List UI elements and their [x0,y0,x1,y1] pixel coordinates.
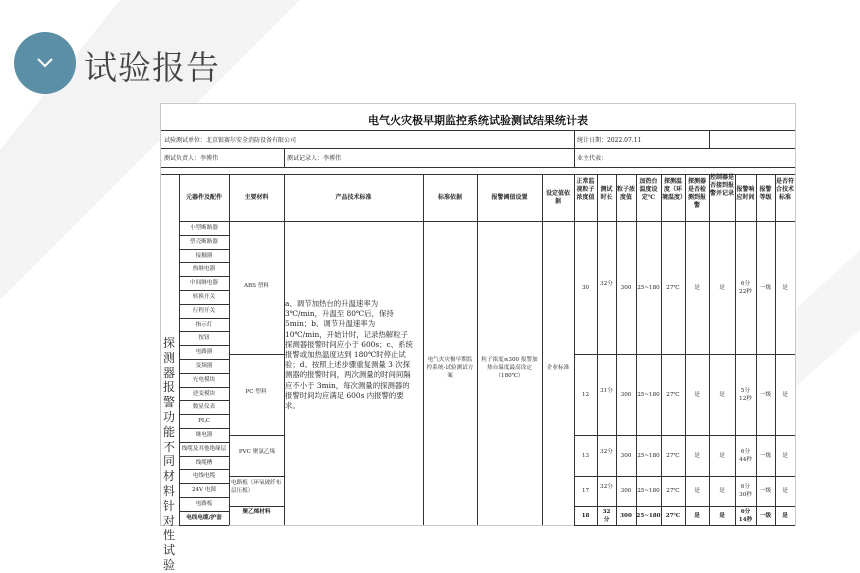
result-cell-temp: 27℃ [666,488,680,494]
component-cell: 塑壳断路器 [190,238,218,245]
header-set-value: 设定值依据 [545,190,570,205]
result-cell-det: 是 [694,391,700,398]
component-cell: 线缆槽 [195,459,213,466]
result-cell-particle: 300 [620,391,632,398]
set-value-text: 企业标准 [546,365,570,371]
header-threshold: 报警阈值设置 [491,194,528,201]
standard-text: a、调节加热台的升温速率为 3℃/min，升温至 80℃后，保持 5min；b、调节升温速率为 10℃/min，开始计时，记录热解粒子探测器报警时间应小于 600s；c、系统报警或加热温度达到 180℃时停止试验；d、按照上述步骤重复测量 3 次探测器的报警时间，两次测量的时间间隔应不小于 3min，每次测量的探测器的报警时间均应满足 600s 内报警的要求。 [285,299,413,411]
result-cell-ctrl: 是 [719,452,725,459]
header-detect-temp: 探测温度（环境温度） [662,178,687,201]
material-abs: ABS 塑料 [244,283,269,289]
side-label: 探测器报警功能不同材料针对性试验 [163,336,176,572]
header-compliance: 是否符合技术标准 [776,178,795,201]
component-cell: 变频器 [195,363,213,369]
component-cell: 行程开关 [192,307,216,314]
component-cell: 热继电器 [192,266,216,273]
result-cell-level: 一级 [759,284,772,291]
report-document [160,103,796,572]
chevron-down-icon [35,57,55,69]
result-cell-temp: 27℃ [666,391,680,398]
header-test-time: 测试时长 [600,186,613,201]
section-badge [14,32,76,94]
result-cell-temp: 27℃ [665,512,681,519]
header-particle-conc: 粒子浓度值 [617,186,636,201]
enterprise-representative: 业主代表： [577,155,608,162]
component-cell: 继电器 [195,432,213,438]
component-cell: 按钮 [198,335,210,342]
header-control-alarm: 控制器是否接到报警并记录 [710,174,735,197]
result-cell-time: 32分 [600,280,613,287]
component-cell: 小型断路器 [190,225,218,231]
component-cell: PLC [198,418,210,425]
result-cell-ok: 是 [782,488,788,494]
result-cell-ok: 是 [782,391,788,398]
result-cell-time: 32分 [602,508,611,523]
result-cell-heat: 25~180 [637,488,660,494]
material-pc: PC 塑料 [245,389,267,395]
component-cell: 指示灯 [195,321,213,328]
header-heat-temp: 加热台温度设定℃ [639,178,658,201]
header-component: 元器件及配件 [185,194,222,201]
basis-text: 电气火灾极早期监控系统-试验测试方案 [426,357,474,379]
result-cell-normal: 18 [581,512,590,519]
result-cell-ctrl: 是 [719,488,725,494]
result-cell-level: 一级 [759,452,772,459]
result-cell-particle: 300 [620,452,632,459]
result-cell-level: 一级 [759,512,772,519]
result-cell-resp: 6分44秒 [739,448,752,463]
header-material: 主要材料 [244,194,269,201]
component-cell: 中间继电器 [190,280,218,287]
material-board: 电路板（环氧玻纤布层压板） [231,480,282,494]
result-cell-heat: 25~180 [637,452,660,459]
header-response-time: 报警响应时间 [736,186,755,201]
component-cell: 电路器 [195,349,213,356]
result-cell-level: 一级 [759,391,772,398]
result-cell-ctrl: 是 [719,391,725,398]
result-cell-resp: 6分22秒 [739,280,752,295]
result-cell-temp: 27℃ [666,452,680,459]
header-alarm-level: 报警等级 [759,186,772,201]
result-cell-particle: 300 [620,284,632,291]
result-cell-ok: 是 [782,512,788,519]
result-cell-time: 32分 [600,448,613,455]
result-cell-det: 是 [694,488,700,494]
component-cell: 24V 电源 [191,487,217,494]
threshold-text: 粒子浓度≤300 报警加热台温度最高设定（180℃） [481,357,538,379]
header-detector-alarm: 探测器是否检测到报警 [687,178,706,209]
result-cell-temp: 27℃ [666,284,680,291]
component-cell: 电线电缆/护套 [186,514,222,521]
material-pvc: PVC 聚氯乙烯 [238,449,276,455]
component-cell: 电路板 [195,501,213,507]
result-cell-normal: 30 [581,284,590,291]
result-cell-resp: 6分14秒 [738,508,753,523]
result-cell-time: 32分 [600,484,613,490]
result-cell-det: 是 [694,284,700,291]
result-cell-normal: 17 [581,488,590,494]
result-cell-resp: 5分12秒 [739,387,752,402]
component-cell: 逆变模块 [192,390,216,397]
component-cell: 线缆及其他绝缘层 [181,445,227,452]
component-cell: 充电模块 [192,376,216,383]
test-unit: 试验测试单位：北京银赛尔安全消防设备有限公司 [164,137,297,144]
result-cell-particle: 300 [620,488,632,494]
statistics-date: 统计日期：2022.07.11 [577,137,642,144]
result-cell-heat: 25~180 [636,512,661,519]
result-cell-time: 31分 [600,387,613,394]
result-cell-heat: 25~180 [637,391,660,398]
result-cell-normal: 13 [581,452,590,459]
slide-title: 试验报告 [84,48,220,87]
result-cell-ctrl: 是 [719,284,725,291]
test-recorder: 测试记录人：李博伟 [287,155,342,162]
component-cell: 电线电缆 [192,473,216,480]
result-cell-det: 是 [694,452,700,459]
result-cell-ok: 是 [782,284,788,291]
result-cell-heat: 25~180 [637,284,660,291]
header-standard: 产品技术标准 [335,194,372,201]
material-last: 聚乙烯材料 [242,509,271,515]
component-cell: 数显仪表 [192,404,216,411]
report-title: 电气火灾极早期监控系统试验测试结果统计表 [368,114,588,127]
header-basis: 标准依据 [437,194,462,201]
result-cell-ctrl: 是 [719,512,725,519]
result-cell-det: 是 [694,512,700,519]
component-cell: 转换开关 [192,294,216,300]
test-leader: 测试负责人：李博伟 [164,155,219,162]
result-cell-particle: 300 [620,512,632,519]
header-normal-conc: 正常监视粒子浓度值 [576,178,595,201]
result-cell-ok: 是 [782,452,788,459]
component-cell: 接触器 [195,252,213,259]
result-cell-resp: 6分30秒 [739,484,752,498]
result-cell-normal: 12 [581,391,590,398]
result-cell-level: 一级 [759,488,772,494]
